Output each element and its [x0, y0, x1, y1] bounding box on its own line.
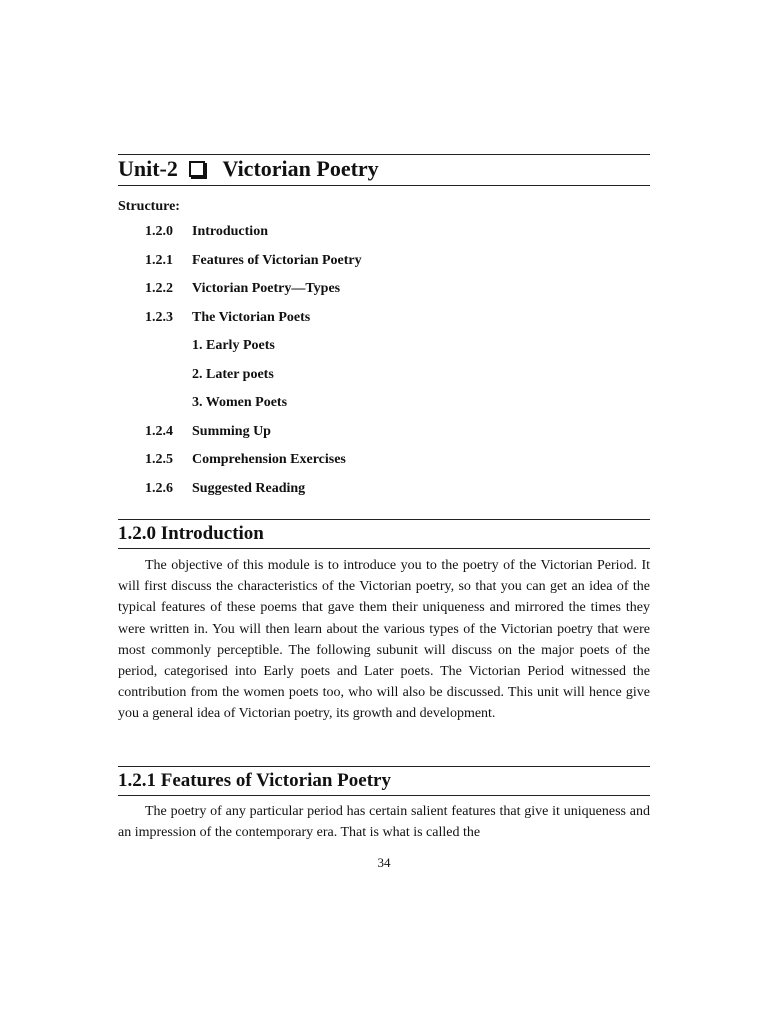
toc-number: 1.2.2: [145, 281, 173, 296]
toc-text: Introduction: [192, 224, 268, 239]
toc-item: [118, 452, 650, 481]
page-number: 34: [377, 855, 391, 870]
checkbox-icon: [189, 161, 205, 177]
toc-text: 3. Women Poets: [192, 395, 288, 410]
toc-number: 1.2.3: [145, 309, 173, 325]
toc-text: Suggested Reading: [192, 480, 306, 496]
toc-subitem: [118, 395, 650, 424]
section-heading-features: 1.2.1 Features of Victorian Poetry: [118, 766, 650, 796]
toc-number: 1.2.4: [145, 423, 173, 439]
introduction-paragraph: The objective of this module is to introduce you to the poetry of the Victorian Period. It will first discuss the characteristics of the Victorian poetry, so that you can get an idea of the typical features of these poems that gave them their uniqueness and mirrored the times they were written in. You will then learn about the various types of the Victorian poetry that were most commonly perceptible. The following subunit will discuss on the major poets of the period, categorised into Early poets and Later poets. The Victorian Period witnessed the contribution from the women poets too, who will also be discussed. This unit will hence give you a general idea of Victorian poetry, its growth and development.: [118, 558, 650, 722]
table-of-contents: [118, 224, 650, 509]
toc-subitem: [118, 367, 650, 396]
toc-text: 2. Later poets: [192, 366, 274, 382]
toc-text: 1. Early Poets: [192, 338, 275, 353]
toc-number: 1.2.0: [145, 224, 173, 239]
toc-subitem: [118, 338, 650, 367]
toc-text: Features of Victorian Poetry: [192, 252, 362, 268]
toc-item: [118, 253, 650, 282]
toc-item: [118, 310, 650, 339]
toc-number: 1.2.6: [145, 480, 173, 496]
toc-item: [118, 424, 650, 453]
toc-number: 1.2.1: [145, 252, 173, 268]
toc-item: [118, 481, 650, 510]
toc-text: The Victorian Poets: [192, 309, 311, 325]
structure-heading: Structure:: [118, 199, 180, 214]
unit-label: Unit-2: [118, 156, 178, 181]
toc-number: 1.2.5: [145, 452, 173, 467]
toc-item: [118, 224, 650, 253]
unit-title-text: Victorian Poetry: [222, 156, 379, 181]
section-heading-introduction: 1.2.0 Introduction: [118, 519, 650, 549]
toc-text: Victorian Poetry—Types: [192, 281, 341, 296]
toc-item: [118, 281, 650, 310]
toc-text: Comprehension Exercises: [192, 452, 346, 467]
features-paragraph: The poetry of any particular period has certain salient features that give it uniqueness and an impression of the contemporary era. That is what is called the: [118, 804, 650, 841]
toc-text: Summing Up: [192, 423, 271, 439]
unit-title: [118, 154, 650, 186]
